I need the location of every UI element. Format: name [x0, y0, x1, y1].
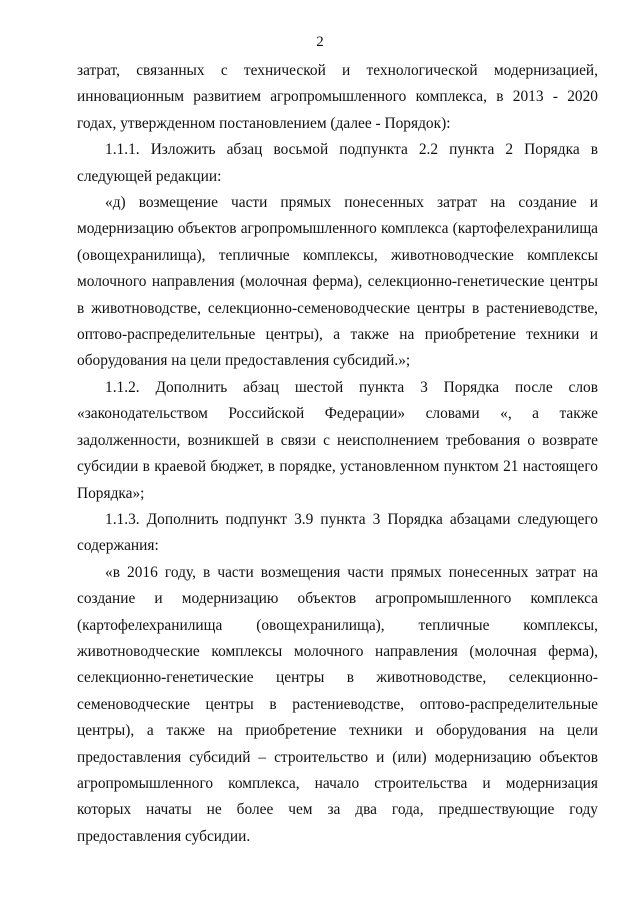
paragraph-item-1-1-2: 1.1.2. Дополнить абзац шестой пункта 3 Порядка после слов «законодательством Российской Федерации» словами «, а также задолженности, возникшей в связи с неисполнением требования о возврате субсидии в краевой бюджет, в порядке, установленном пунктом 21 настоящего Порядка»;: [77, 378, 598, 502]
paragraph-item-1-1-1: 1.1.1. Изложить абзац восьмой подпункта 2.2 пункта 2 Порядка в следующей редакции:: [77, 141, 598, 185]
paragraph-item-1-1-3: 1.1.3. Дополнить подпункт 3.9 пункта 3 Порядка абзацами следующего содержания:: [77, 510, 598, 555]
document-body: [77, 58, 598, 850]
page-number: 2: [316, 34, 324, 50]
paragraph-item-1-1-1-text: «д) возмещение части прямых понесенных затрат на создание и модернизацию объектов агропромышленного комплекса (картофелехранилища (овощехранилища), тепличные комплексы, животноводческие комплексы молочного направления (молочная ферма), селекционно-генетические центры в животноводстве, селекционно-семеноводческие центры в растениеводстве, оптово-распределительные центры), а также на приобретение техники и оборудования на цели предоставления субсидий.»;: [77, 194, 598, 370]
paragraph-intro-continuation: затрат, связанных с технической и технологической модернизацией, инновационным развитием агропромышленного комплекса, в 2013 - 2020 годах, утвержденном постановлением (далее - Порядок):: [77, 62, 598, 132]
paragraph-item-1-1-3-text: «в 2016 году, в части возмещения части прямых понесенных затрат на создание и модернизацию объектов агропромышленного комплекса (картофелехранилища (овощехранилища), тепличные комплексы, животноводческие комплексы молочного направления (молочная ферма), селекционно-генетические центры в животноводстве, селекционно-семеноводческие центры в растениеводстве, оптово-распределительные центры), а также на приобретение техники и оборудования на цели предоставления субсидий – строительство и (или) модернизацию объектов агропромышленного комплекса, начало строительства и модернизация которых начаты не более чем за два года, предшествующие году предоставления субсидии.: [77, 563, 598, 845]
